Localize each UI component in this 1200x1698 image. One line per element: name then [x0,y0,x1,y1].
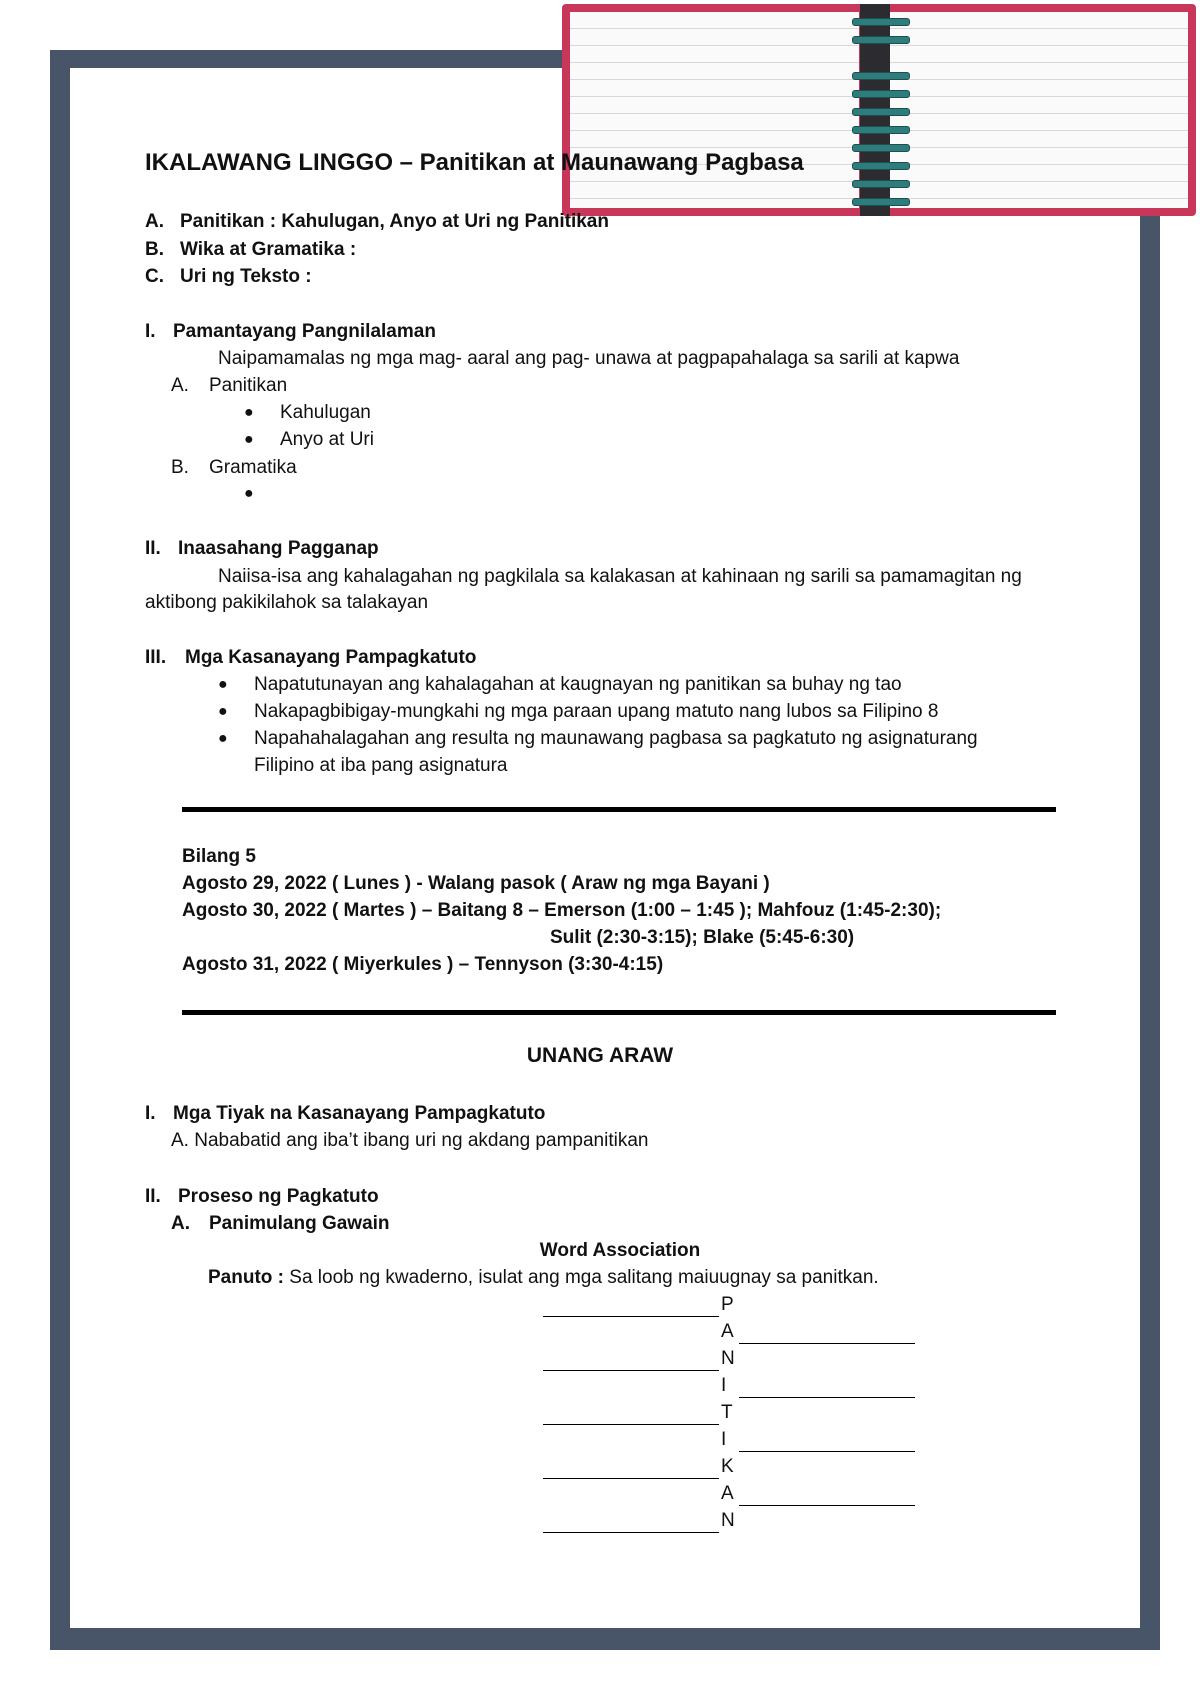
schedule-line: Agosto 30, 2022 ( Martes ) – Baitang 8 – Emerson (1:00 – 1:45 ); Mahfouz (1:45-2:30); [182,900,942,921]
day-section-2-marker: II. [145,1186,161,1207]
answer-blank-line [543,1293,719,1317]
acrostic-letter: N [721,1348,735,1369]
overview-item-b: Wika at Gramatika : [180,239,357,260]
answer-blank-line [543,1401,719,1425]
section-1-b-marker: B. [171,457,189,478]
section-3-item: Nakapagbibigay-mungkahi ng mga paraan upang matuto nang lubos sa Filipino 8 [254,701,939,722]
answer-blank-line [543,1455,719,1479]
instruction-label: Panuto : [208,1267,284,1288]
section-1-a-marker: A. [171,375,189,396]
answer-blank-line [739,1428,915,1452]
bullet-icon: ● [244,485,254,502]
bullet-icon: ● [218,676,228,693]
answer-blank-line [739,1482,915,1506]
activity-title: Word Association [539,1240,701,1261]
section-3-heading: Mga Kasanayang Pampagkatuto [185,647,477,668]
acrostic-letter: I [721,1375,727,1396]
day-section-2-heading: Proseso ng Pagkatuto [178,1186,379,1207]
overview-item-c: Uri ng Teksto : [180,266,312,287]
overview-marker-b: B. [145,239,164,260]
acrostic-letter: A [721,1321,734,1342]
acrostic-letter: I [721,1429,727,1450]
acrostic-letter: A [721,1483,734,1504]
answer-blank-line [739,1320,915,1344]
divider-line [182,1010,1056,1015]
day-title: UNANG ARAW [526,1044,674,1067]
section-3-item: Napahahalagahan ang resulta ng maunawang pagbasa sa pagkatuto ng asignaturang [254,728,978,749]
answer-blank-line [543,1347,719,1371]
schedule-line-continued: Sulit (2:30-3:15); Blake (5:45-6:30) [550,927,855,948]
acrostic-letter: N [721,1510,735,1531]
acrostic-letter: P [721,1294,734,1315]
section-1-marker: I. [145,321,156,342]
schedule-line: Agosto 29, 2022 ( Lunes ) - Walang pasok ( Araw ng mga Bayani ) [182,873,770,894]
divider-line [182,807,1056,812]
day-section-2-sub-marker: A. [171,1213,190,1234]
instruction-text: Sa loob ng kwaderno, isulat ang mga salitang maiuugnay sa panitkan. [289,1267,879,1288]
day-section-1-item: A. Nababatid ang iba’t ibang uri ng akdang pampanitikan [171,1130,649,1151]
section-2-body-line: aktibong pakikilahok sa talakayan [145,592,429,613]
bullet-icon: ● [218,703,228,720]
bullet-icon: ● [244,404,254,421]
acrostic-letter: T [721,1402,733,1423]
section-1-body: Naipamamalas ng mga mag- aaral ang pag- unawa at pagpapahalaga sa sarili at kapwa [218,348,960,369]
section-2-marker: II. [145,538,161,559]
bullet-icon: ● [218,730,228,747]
schedule-line: Agosto 31, 2022 ( Miyerkules ) – Tennyson (3:30-4:15) [182,954,664,975]
section-2-body-line: Naiisa-isa ang kahalagahan ng pagkilala sa kalakasan at kahinaan ng sarili sa pamamagitan ng [218,566,1022,587]
answer-blank-line [543,1509,719,1533]
overview-item-a: Panitikan : Kahulugan, Anyo at Uri ng Panitikan [180,211,609,232]
overview-marker-a: A. [145,211,164,232]
section-3-item: Napatutunayan ang kahalagahan at kaugnayan ng panitikan sa buhay ng tao [254,674,902,695]
section-1-b-label: Gramatika [209,457,297,478]
section-3-marker: III. [145,647,167,668]
section-1-a-item: Anyo at Uri [280,429,374,450]
day-section-2-sub-heading: Panimulang Gawain [209,1213,390,1234]
acrostic-letter: K [721,1456,734,1477]
page-title: IKALAWANG LINGGO – Panitikan at Maunawang Pagbasa [145,149,804,176]
day-section-1-heading: Mga Tiyak na Kasanayang Pampagkatuto [173,1103,546,1124]
day-section-1-marker: I. [145,1103,156,1124]
section-1-heading: Pamantayang Pangnilalaman [173,321,436,342]
overview-marker-c: C. [145,266,164,287]
section-2-heading: Inaasahang Pagganap [178,538,379,559]
bullet-icon: ● [244,431,254,448]
section-3-item-continued: Filipino at iba pang asignatura [254,755,508,776]
schedule-label: Bilang 5 [182,846,256,867]
section-1-a-label: Panitikan [209,375,288,396]
section-1-a-item: Kahulugan [280,402,371,423]
answer-blank-line [739,1374,915,1398]
